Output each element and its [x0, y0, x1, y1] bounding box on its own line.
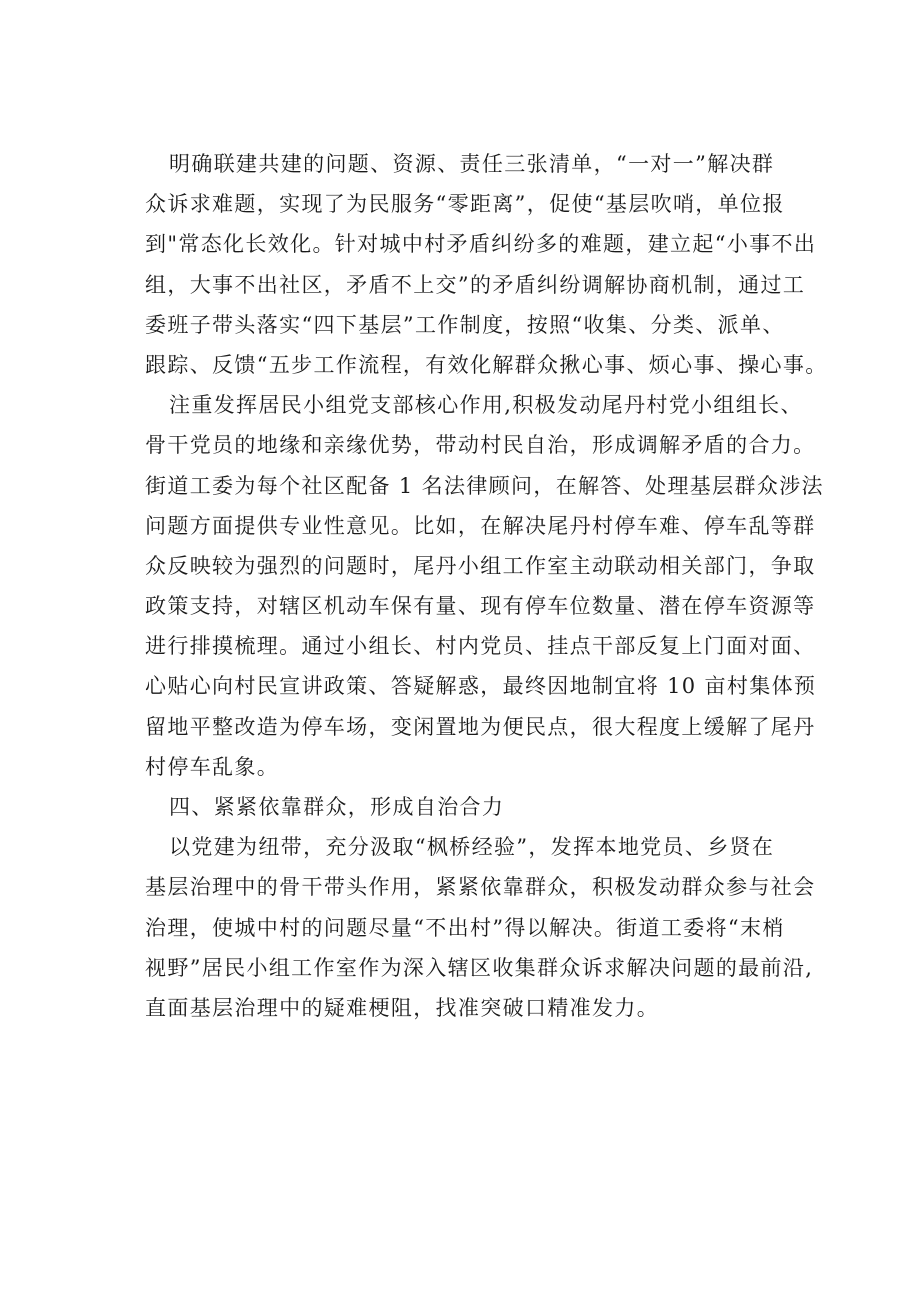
text-line: 心贴心向村民宣讲政策、答疑解惑，最终因地制宜将 10 亩村集体预 [145, 674, 817, 699]
text-line: 村停车乱象。 [145, 754, 280, 779]
text-line: 委班子带头落实“四下基层”工作制度，按照“收集、分类、派单、 [145, 312, 785, 337]
paragraph [145, 385, 835, 787]
text-line: 街道工委为每个社区配备 1 名法律顾问，在解答、处理基层群众涉法 [145, 473, 824, 498]
text-line: 明确联建共建的问题、资源、责任三张清单，“一对一”解决群 [169, 152, 775, 176]
text-line: 政策支持，对辖区机动车保有量、现有停车位数量、潜在停车资源等 [145, 594, 816, 619]
text-line: 问题方面提供专业性意见。比如，在解决尾丹村停车难、停车乱等群 [145, 513, 816, 538]
text-line: 骨干党员的地缘和亲缘优势，带动村民自治，形成调解矛盾的合力。 [145, 433, 816, 458]
text-line: 视野”居民小组工作室作为深入辖区收集群众诉求解决问题的最前沿, [145, 955, 814, 980]
text-line: 直面基层治理中的疑难梗阻，找准突破口精准发力。 [145, 995, 660, 1020]
text-line: 众诉求难题，实现了为民服务“零距离”，促使“基层吹哨，单位报 [145, 192, 785, 217]
text-line: 众反映较为强烈的问题时，尾丹小组工作室主动联动相关部门，争取 [145, 553, 816, 578]
paragraph [145, 144, 835, 385]
text-line: 基层治理中的骨干带头作用，紧紧依靠群众，积极发动群众参与社会 [145, 875, 816, 900]
text-line: 以党建为纽带，充分汲取“枫桥经验”，发挥本地党员、乡贤在 [169, 835, 775, 860]
text-line: 组，大事不出社区，矛盾不上交”的矛盾纠纷调解协商机制，通过工 [145, 272, 806, 297]
text-line: 治理，使城中村的问题尽量“不出村”得以解决。街道工委将“末梢 [145, 915, 785, 940]
text-line: 跟踪、反馈“五步工作流程，有效化解群众揪心事、烦心事、操心事。 [145, 352, 828, 377]
text-line: 留地平整改造为停车场，变闲置地为便民点，很大程度上缓解了尾丹 [145, 714, 816, 739]
text-line: 注重发挥居民小组党支部核心作用,积极发动尾丹村党小组组长、 [169, 393, 803, 418]
document-body [145, 144, 835, 1028]
heading-text: 四、紧紧依靠群众，形成自治合力 [169, 795, 505, 819]
text-line: 到"常态化长效化。针对城中村矛盾纠纷多的难题，建立起“小事不出 [145, 232, 817, 257]
paragraph [145, 827, 835, 1028]
section-heading [145, 787, 835, 827]
text-line: 进行排摸梳理。通过小组长、村内党员、挂点干部反复上门面对面、 [145, 634, 816, 659]
